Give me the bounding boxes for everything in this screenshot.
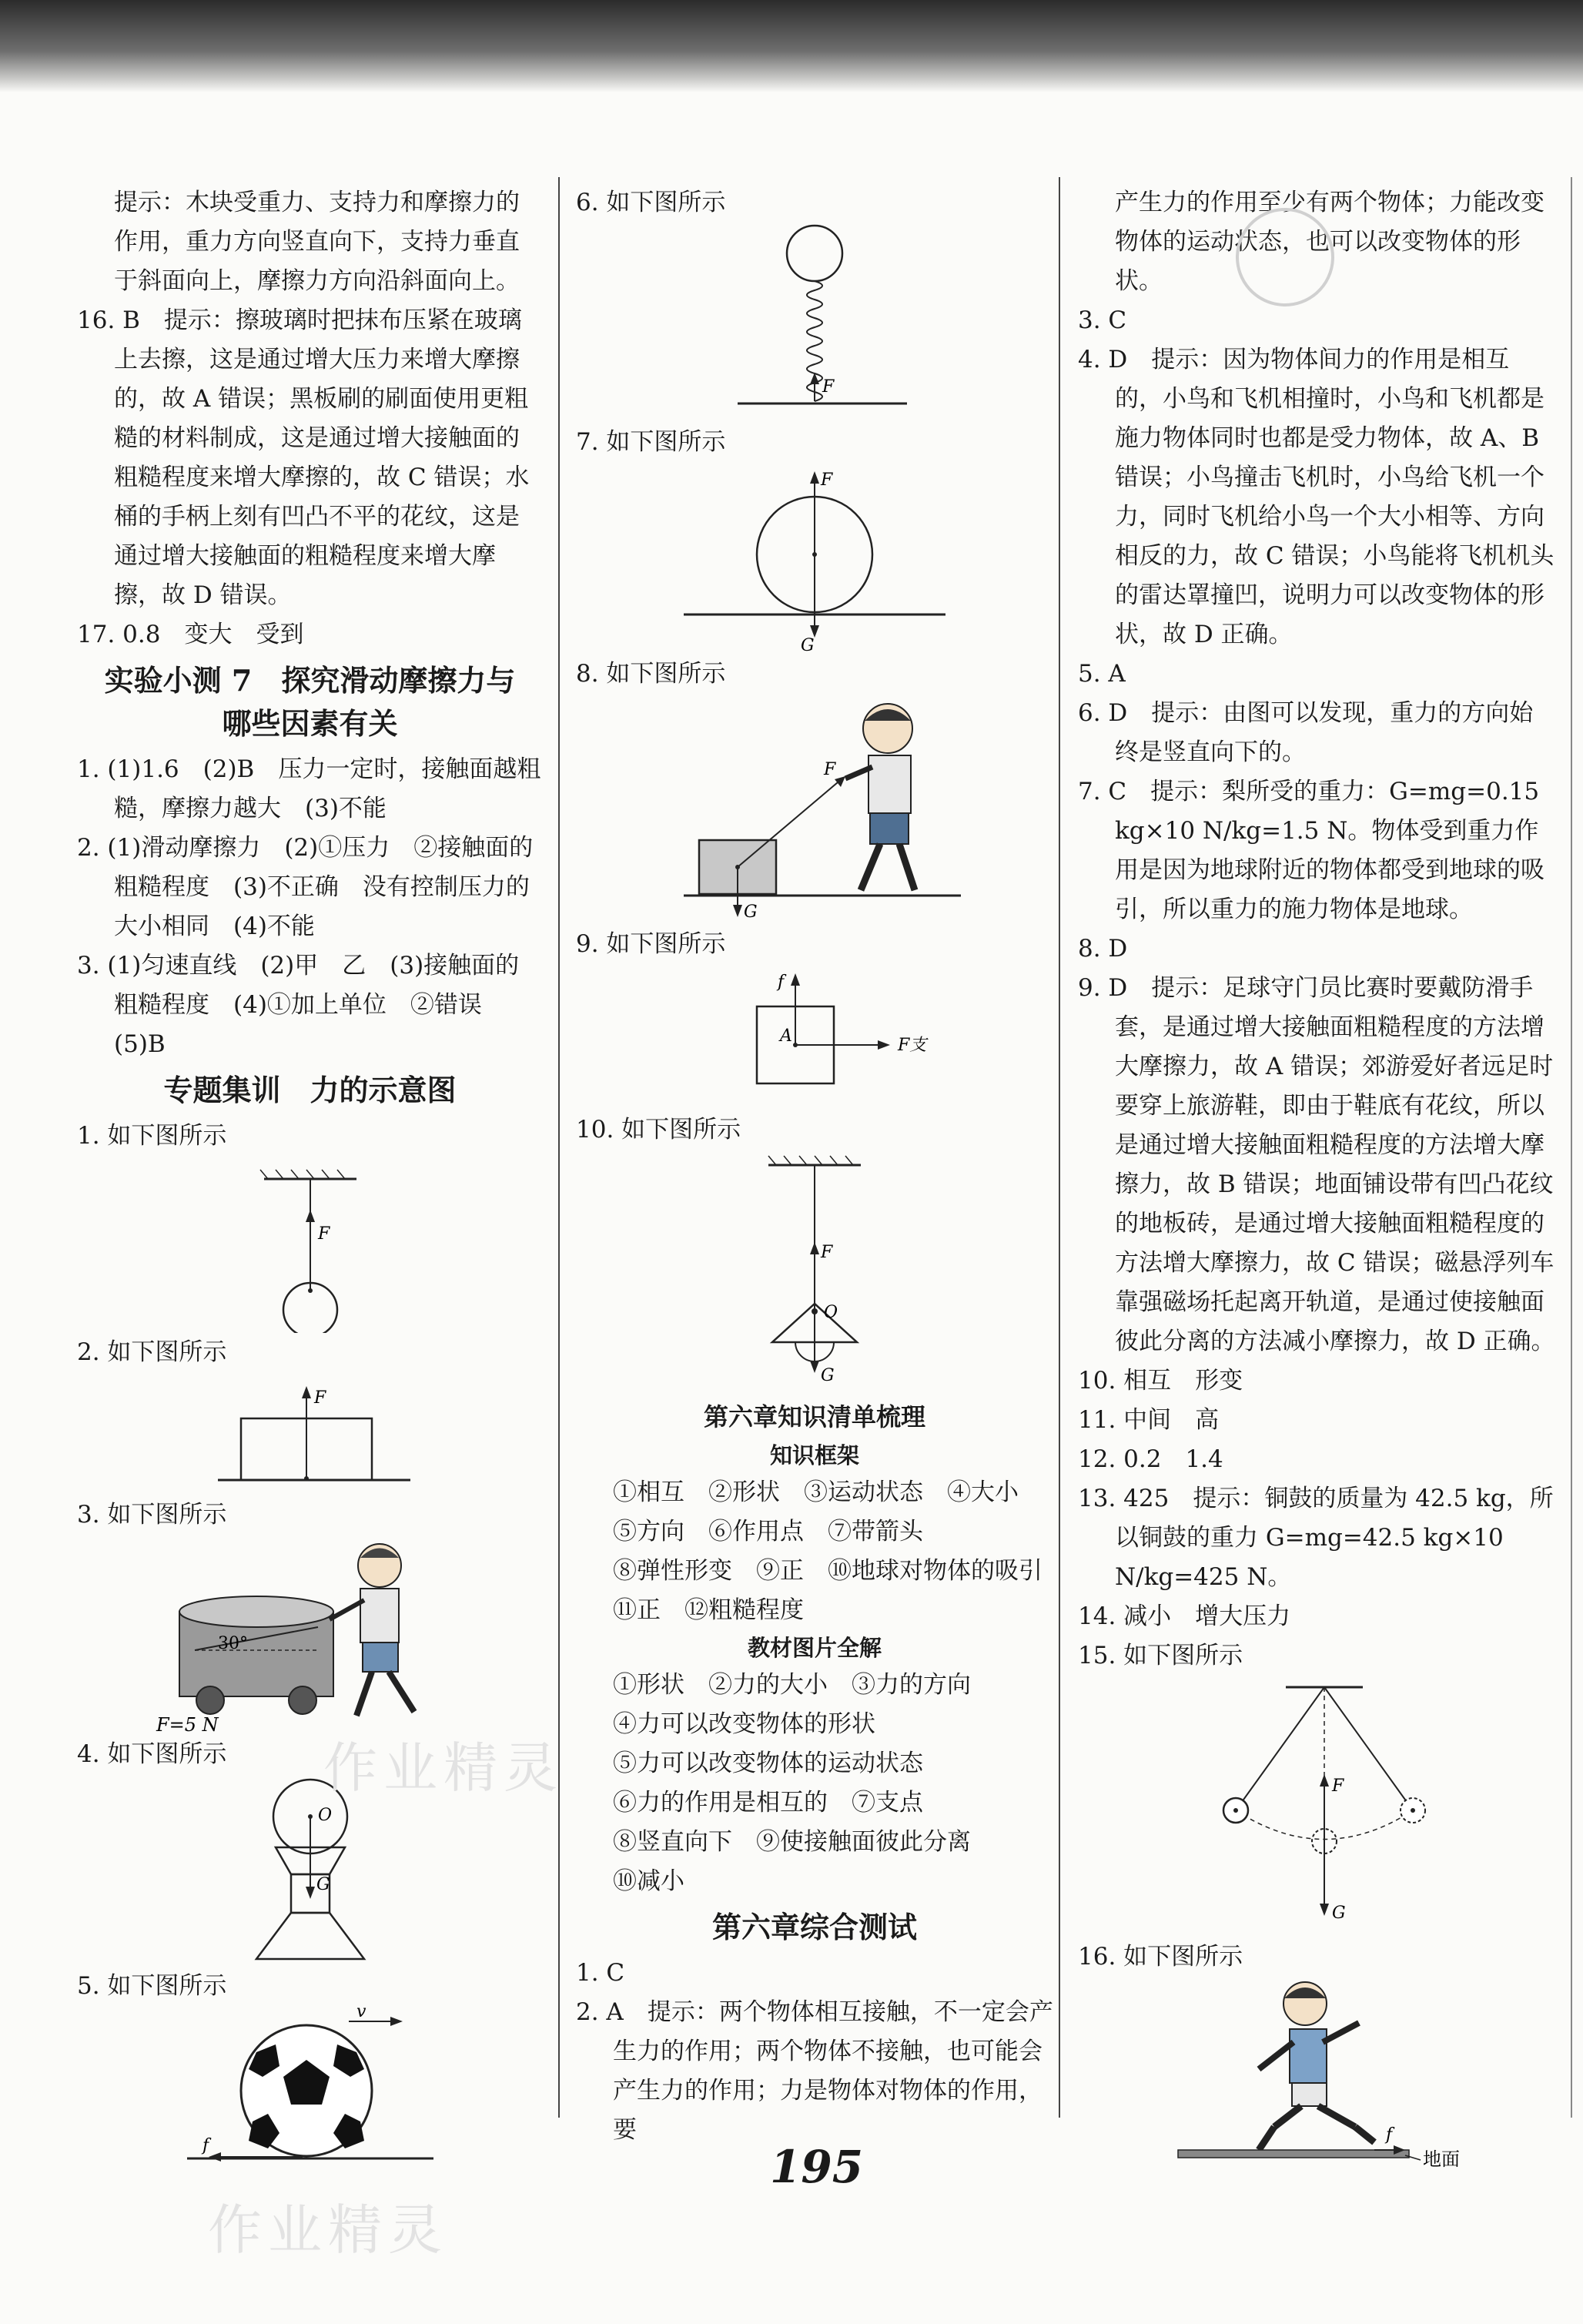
experiment-title-line2: 哪些因素有关 (222, 706, 398, 741)
topic-answer-7: 7. 如下图所示 (576, 428, 726, 456)
knowledge-framework-title: 知识框架 (769, 1442, 859, 1468)
label-G: G (801, 636, 815, 655)
label-angle: 30° (217, 1634, 248, 1653)
figure-ball-on-stand (195, 1774, 426, 1967)
exp-answer-2: 2. (1)滑动摩擦力 (2)①压力 ②接触面的粗糙程度 (3)不正确 没有控制压力的大小相同 (4)不能 (77, 834, 534, 940)
exp-answer-3: 3. (1)匀速直线 (2)甲 乙 (3)接触面的粗糙程度 (4)①加上单位 ②错误 (5)B (77, 952, 520, 1058)
framework-line-4: ⑪正 ⑫粗糙程度 (613, 1596, 804, 1624)
label-F: F (821, 1243, 833, 1262)
chapter6-test-title: 第六章综合测试 (711, 1910, 917, 1944)
label-force-value: F=5 N (156, 1714, 219, 1735)
label-O: O (317, 1806, 332, 1825)
experiment-title-line1: 实验小测 7 探究滑动摩擦力与 (104, 663, 516, 698)
scan-top-band (0, 0, 1583, 92)
test-answer-16: 16. 如下图所示 (1078, 1943, 1243, 1971)
figure-ball-on-spring (699, 223, 930, 423)
topic-answer-8: 8. 如下图所示 (576, 660, 726, 688)
topic-answer-2: 2. 如下图所示 (77, 1338, 227, 1366)
figure-ball-on-ground (668, 462, 961, 655)
answer-16: 16. B 提示：擦玻璃时把抹布压紧在玻璃上去擦，这是通过增大压力来增大摩擦的，故 A 错误；黑板刷的刷面使用更粗糙的材料制成，这是通过增大接触面的粗糙程度来增大摩擦的，故 C 错误；水桶的手柄上刻有凹凸不平的花纹，这是通过增大接触面的粗糙程度来增大摩擦，故 D 错误。 (77, 306, 530, 609)
label-f: f (1386, 2125, 1393, 2145)
answer-15-hint: 提示：木块受重力、支持力和摩擦力的作用，重力方向竖直向下，支持力垂直于斜面向上，摩擦力方向沿斜面向上。 (114, 189, 520, 295)
exp-answer-1: 1. (1)1.6 (2)B 压力一定时，接触面越粗糙，摩擦力越大 (3)不能 (77, 755, 541, 822)
column-3 (1078, 183, 1555, 2169)
label-O: O (824, 1303, 838, 1322)
topic-answer-6: 6. 如下图所示 (576, 189, 726, 216)
framework-line-3: ⑧弹性形变 ⑨正 ⑩地球对物体的吸引 (613, 1557, 1043, 1585)
label-ground: 地面 (1423, 2148, 1460, 2169)
watermark-bottom: 作业精灵 (208, 2198, 448, 2262)
column-divider-2 (1059, 177, 1060, 2118)
test-answer-7: 7. C 提示：梨所受的重力：G=mg=0.15 kg×10 N/kg=1.5 N。物体受到重力作用是因为地球附近的物体都受到地球的吸引，所以重力的施力物体是地球。 (1078, 778, 1545, 923)
test-answer-5: 5. A (1078, 660, 1126, 688)
figure-runner (1147, 1977, 1486, 2169)
label-F: F (313, 1388, 326, 1408)
label-F: F (821, 470, 833, 490)
textbook-line-2: ④力可以改变物体的形状 (613, 1710, 875, 1738)
answer-17: 17. 0.8 变大 受到 (77, 621, 304, 648)
label-f: f (778, 973, 785, 992)
figure-boy-pulling-box (653, 694, 976, 925)
test-answer-15: 15. 如下图所示 (1078, 1642, 1243, 1669)
column-1 (77, 183, 543, 2175)
test-answer-13: 13. 425 提示：铜鼓的质量为 42.5 kg，所以铜鼓的重力 G=mg=42.5 kg×10 N/kg=425 N。 (1078, 1485, 1554, 1591)
topic-answer-10: 10. 如下图所示 (576, 1116, 741, 1144)
test-answer-14: 14. 减小 增大压力 (1078, 1602, 1291, 1630)
topic-answer-4: 4. 如下图所示 (77, 1740, 227, 1768)
watermark-mid: 作业精灵 (323, 1736, 564, 1800)
label-F: F (317, 1224, 330, 1244)
test-answer-12: 12. 0.2 1.4 (1078, 1445, 1223, 1473)
label-F: F (824, 760, 836, 779)
textbook-line-5: ⑧竖直向下 ⑨使接触面彼此分离 (613, 1828, 971, 1856)
figure-rolling-football (172, 2006, 449, 2175)
topic-answer-5: 5. 如下图所示 (77, 1972, 227, 2000)
topic-title: 专题集训 力的示意图 (163, 1073, 457, 1107)
framework-line-1: ①相互 ②形状 ③运动状态 ④大小 (613, 1478, 1019, 1506)
column-divider-1 (558, 177, 560, 2118)
test-answer-2: 2. A 提示：两个物体相互接触，不一定会产生力的作用；两个物体不接触，也可能会产生力的作用；力是物体对物体的作用，要 (576, 1998, 1053, 2144)
label-G: G (744, 902, 758, 922)
test-answer-9: 9. D 提示：足球守门员比赛时要戴防滑手套，是通过增大接触面粗糙程度的方法增大摩擦力，故 A 错误；郊游爱好者远足时要穿上旅游鞋，即由于鞋底有花纹，所以是通过增大接触面粗糙程度的方法增大摩擦力，故 B 错误；地面铺设带有凹凸花纹的地板砖，是通过增大接触面粗糙程度的方法增大摩擦力，故 C 错误；磁悬浮列车靠强磁场托起离开轨道，是通过使接触面彼此分离的方法减小摩擦力，故 D 正确。 (1078, 974, 1555, 1355)
test-answer-6: 6. D 提示：由图可以发现，重力的方向始终是竖直向下的。 (1078, 699, 1534, 766)
topic-answer-3: 3. 如下图所示 (77, 1501, 227, 1529)
figure-boy-pushing-cart (149, 1535, 472, 1735)
textbook-line-4: ⑥力的作用是相互的 ⑦支点 (613, 1789, 923, 1817)
textbook-line-6: ⑩减小 (613, 1867, 684, 1895)
figure-pendulum (1147, 1676, 1486, 1937)
column-2 (576, 183, 1053, 2150)
textbook-figures-title: 教材图片全解 (747, 1635, 882, 1661)
label-G: G (316, 1875, 330, 1894)
label-F-support: F支 (898, 1036, 927, 1055)
figure-hanging-triangle (691, 1150, 938, 1396)
framework-line-2: ⑤方向 ⑥作用点 ⑦带箭头 (613, 1518, 923, 1545)
test-answer-3: 3. C (1078, 306, 1127, 334)
figure-block-on-floor (187, 1372, 433, 1495)
chapter6-review-title: 第六章知识清单梳理 (703, 1402, 925, 1432)
label-A: A (780, 1026, 792, 1046)
topic-answer-9: 9. 如下图所示 (576, 930, 726, 958)
test-answer-1: 1. C (576, 1959, 625, 1987)
figure-hanging-ball (195, 1156, 426, 1333)
label-f: f (202, 2136, 209, 2155)
page-edge-line (1571, 177, 1572, 2118)
textbook-line-1: ①形状 ②力的大小 ③力的方向 (613, 1671, 971, 1699)
label-G: G (821, 1366, 835, 1385)
figure-block-forces (684, 964, 945, 1110)
topic-answer-1: 1. 如下图所示 (77, 1122, 227, 1150)
test-answer-11: 11. 中间 高 (1078, 1406, 1220, 1434)
label-v: v (356, 2006, 366, 2021)
label-G: G (1332, 1904, 1346, 1923)
label-F: F (1332, 1776, 1344, 1796)
experiment-title (77, 659, 543, 745)
textbook-line-3: ⑤力可以改变物体的运动状态 (613, 1750, 923, 1777)
test-answer-2-continued: 产生力的作用至少有两个物体；力能改变物体的运动状态，也可以改变物体的形状。 (1115, 189, 1545, 295)
label-F: F (822, 377, 835, 397)
page-number: 195 (770, 2141, 864, 2193)
test-answer-8: 8. D (1078, 935, 1128, 963)
test-answer-4: 4. D 提示：因为物体间力的作用是相互的，小鸟和飞机相撞时，小鸟和飞机都是施力物体同时也都是受力物体，故 A、B 错误；小鸟撞击飞机时，小鸟给飞机一个力，同时飞机给小鸟一个大小相等、方向相反的力，故 C 错误；小鸟能将飞机机头的雷达罩撞凹，说明力可以改变物体的形状，故 D 正确。 (1078, 346, 1555, 648)
test-answer-10: 10. 相互 形变 (1078, 1367, 1243, 1395)
